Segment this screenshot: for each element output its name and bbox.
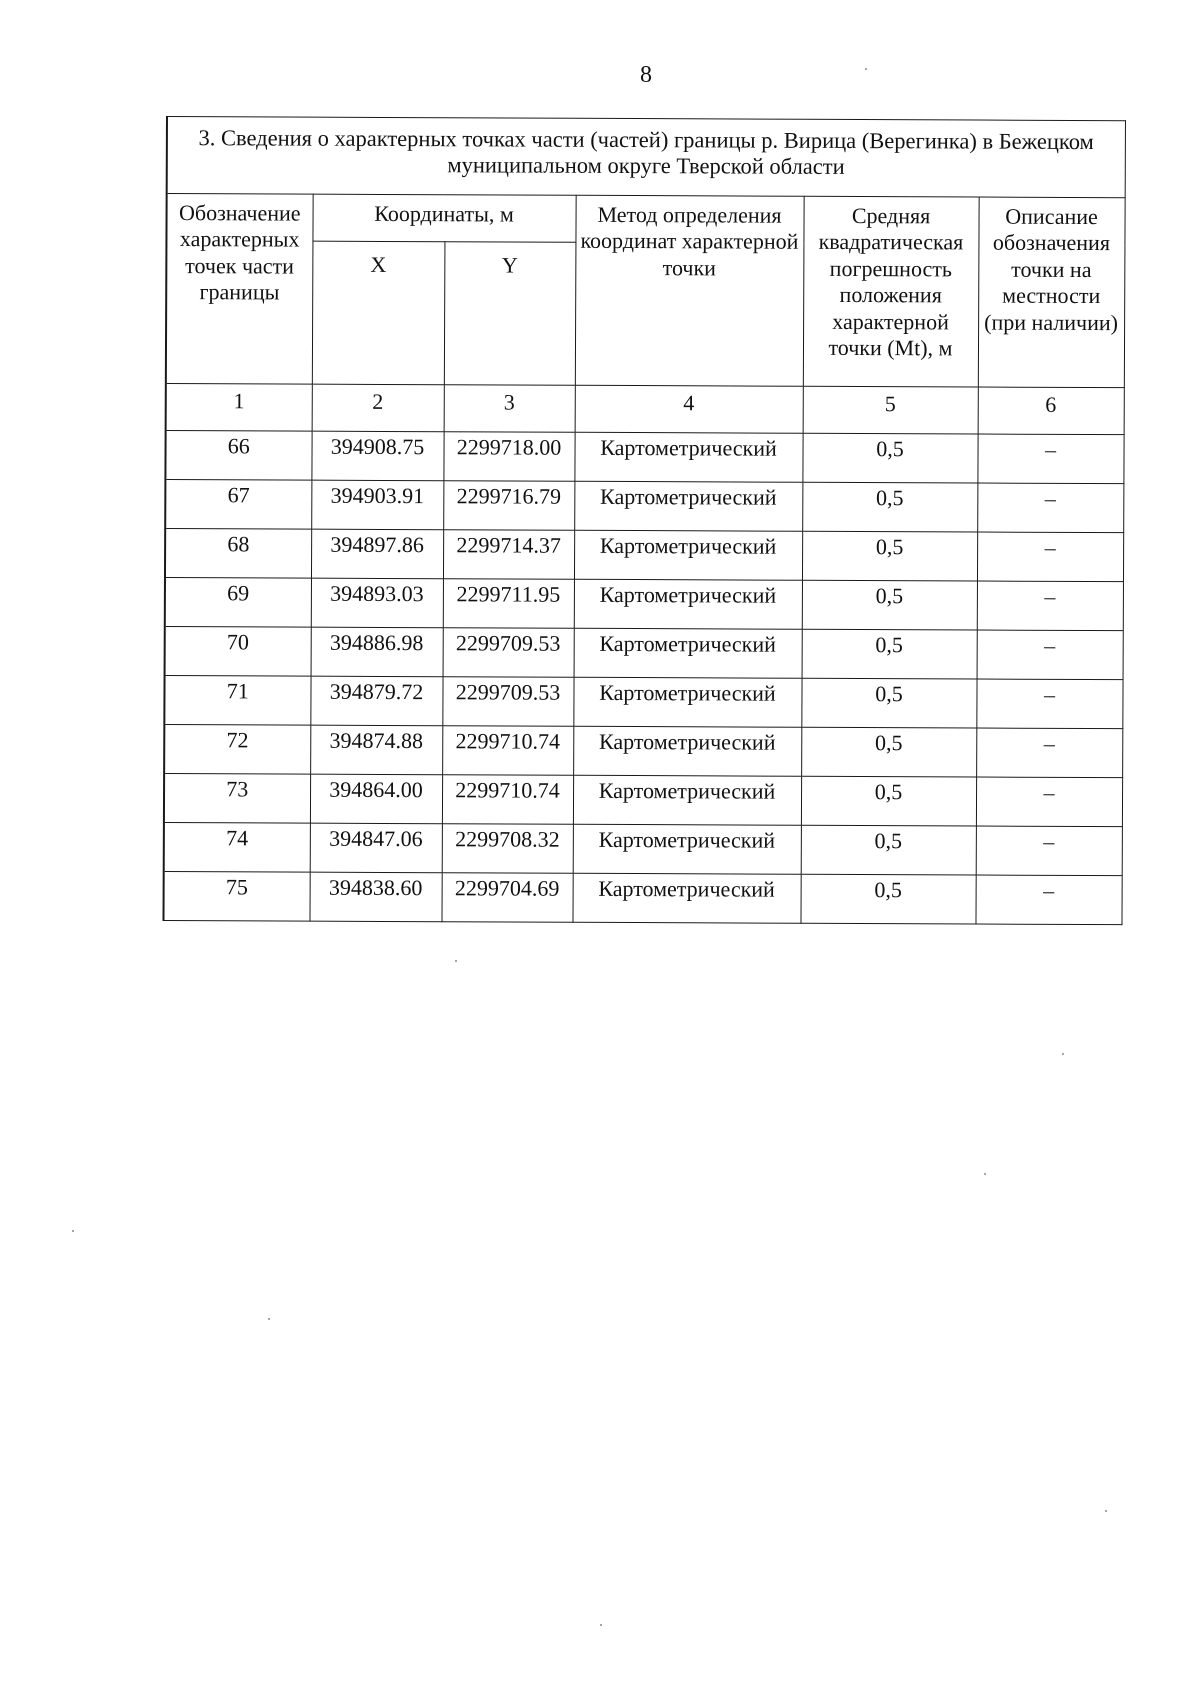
cell-method: Картометрический <box>574 481 802 531</box>
boundary-points-table <box>162 116 1125 925</box>
cell-error: 0,5 <box>802 482 977 532</box>
scan-speck <box>1105 1510 1107 1512</box>
cell-point: 67 <box>165 480 311 530</box>
table-title-row <box>167 117 1125 198</box>
cell-error: 0,5 <box>801 776 976 826</box>
scan-speck <box>1062 1053 1064 1055</box>
boundary-points-table-wrapper <box>162 116 1124 925</box>
cell-point: 68 <box>165 529 311 579</box>
column-number: 1 <box>166 384 312 432</box>
cell-x: 394847.06 <box>310 823 442 873</box>
table-row <box>164 822 1122 875</box>
cell-method: Картометрический <box>573 824 801 874</box>
cell-y: 2299711.95 <box>443 579 574 629</box>
cell-y: 2299709.53 <box>443 628 574 678</box>
cell-description: – <box>976 826 1122 876</box>
cell-description: – <box>976 679 1122 729</box>
cell-description: – <box>977 434 1123 484</box>
header-row <box>166 194 1124 245</box>
table-row <box>165 480 1123 533</box>
scan-speck <box>865 68 867 70</box>
cell-error: 0,5 <box>801 825 976 875</box>
table-row <box>164 724 1122 777</box>
cell-point: 70 <box>165 626 311 676</box>
cell-y: 2299716.79 <box>443 481 574 531</box>
cell-error: 0,5 <box>802 580 977 630</box>
cell-description: – <box>977 581 1123 631</box>
header-method: Метод определения координат характерной точки <box>575 195 804 386</box>
cell-point: 73 <box>164 773 310 823</box>
cell-method: Картометрический <box>573 726 801 776</box>
cell-point: 75 <box>163 871 309 921</box>
table-row <box>165 578 1123 631</box>
cell-method: Картометрический <box>572 873 800 923</box>
cell-method: Картометрический <box>574 530 802 580</box>
cell-error: 0,5 <box>802 531 977 581</box>
column-number: 3 <box>444 385 575 433</box>
cell-x: 394874.88 <box>310 725 442 775</box>
cell-y: 2299710.74 <box>442 775 573 825</box>
table-row <box>164 675 1122 728</box>
cell-y: 2299704.69 <box>441 873 572 923</box>
scan-speck <box>268 1318 270 1320</box>
cell-description: – <box>977 532 1123 582</box>
header-coordinates: Координаты, м <box>312 194 575 242</box>
cell-error: 0,5 <box>802 433 977 483</box>
cell-x: 394864.00 <box>310 774 442 824</box>
cell-point: 66 <box>165 431 311 481</box>
header-x: X <box>312 241 445 385</box>
cell-x: 394897.86 <box>311 529 443 579</box>
table-row <box>165 431 1123 484</box>
cell-method: Картометрический <box>573 775 801 825</box>
scan-speck <box>600 1624 602 1626</box>
cell-description: – <box>977 483 1123 533</box>
cell-x: 394908.75 <box>311 431 443 481</box>
cell-x: 394893.03 <box>311 578 443 628</box>
page-number: 8 <box>640 62 652 88</box>
header-error: Средняя квадратическая погрешность положения характерной точки (Mt), м <box>803 196 979 387</box>
table-row <box>165 529 1123 582</box>
column-number: 2 <box>312 384 444 432</box>
cell-y: 2299709.53 <box>442 677 573 727</box>
cell-error: 0,5 <box>801 678 976 728</box>
cell-y: 2299710.74 <box>442 726 573 776</box>
column-number: 5 <box>803 386 978 434</box>
table-row <box>165 626 1123 679</box>
header-point-designation: Обозначение характерных точек части границы <box>166 194 313 385</box>
header-y: Y <box>444 242 576 386</box>
cell-description: – <box>976 777 1122 827</box>
table-row <box>164 773 1122 826</box>
cell-point: 72 <box>164 724 310 774</box>
cell-description: – <box>975 875 1121 925</box>
cell-error: 0,5 <box>802 629 977 679</box>
cell-method: Картометрический <box>574 628 802 678</box>
cell-method: Картометрический <box>573 677 801 727</box>
cell-x: 394838.60 <box>309 872 441 922</box>
cell-y: 2299718.00 <box>443 432 574 482</box>
cell-x: 394879.72 <box>310 676 442 726</box>
scan-speck <box>72 1230 74 1232</box>
cell-method: Картометрический <box>574 432 802 482</box>
header-description: Описание обозначения точки на местности (при наличии) <box>978 197 1125 388</box>
cell-y: 2299714.37 <box>443 530 574 580</box>
cell-description: – <box>976 728 1122 778</box>
scan-speck <box>455 960 457 962</box>
cell-point: 74 <box>164 822 310 872</box>
column-number: 4 <box>575 385 803 433</box>
table-title: 3. Сведения о характерных точках части (частей) границы р. Вирица (Верегинка) в Бежецком муниципальном округе Тверской области <box>167 117 1125 198</box>
cell-point: 71 <box>164 675 310 725</box>
cell-y: 2299708.32 <box>442 824 573 874</box>
column-number: 6 <box>978 387 1124 435</box>
table-row <box>163 871 1121 924</box>
cell-point: 69 <box>165 578 311 628</box>
scan-speck <box>984 1173 986 1175</box>
cell-method: Картометрический <box>574 579 802 629</box>
cell-x: 394886.98 <box>311 627 443 677</box>
column-numbers-row <box>166 384 1124 435</box>
cell-error: 0,5 <box>801 727 976 777</box>
cell-x: 394903.91 <box>311 480 443 530</box>
cell-error: 0,5 <box>800 874 975 924</box>
cell-description: – <box>977 630 1123 680</box>
